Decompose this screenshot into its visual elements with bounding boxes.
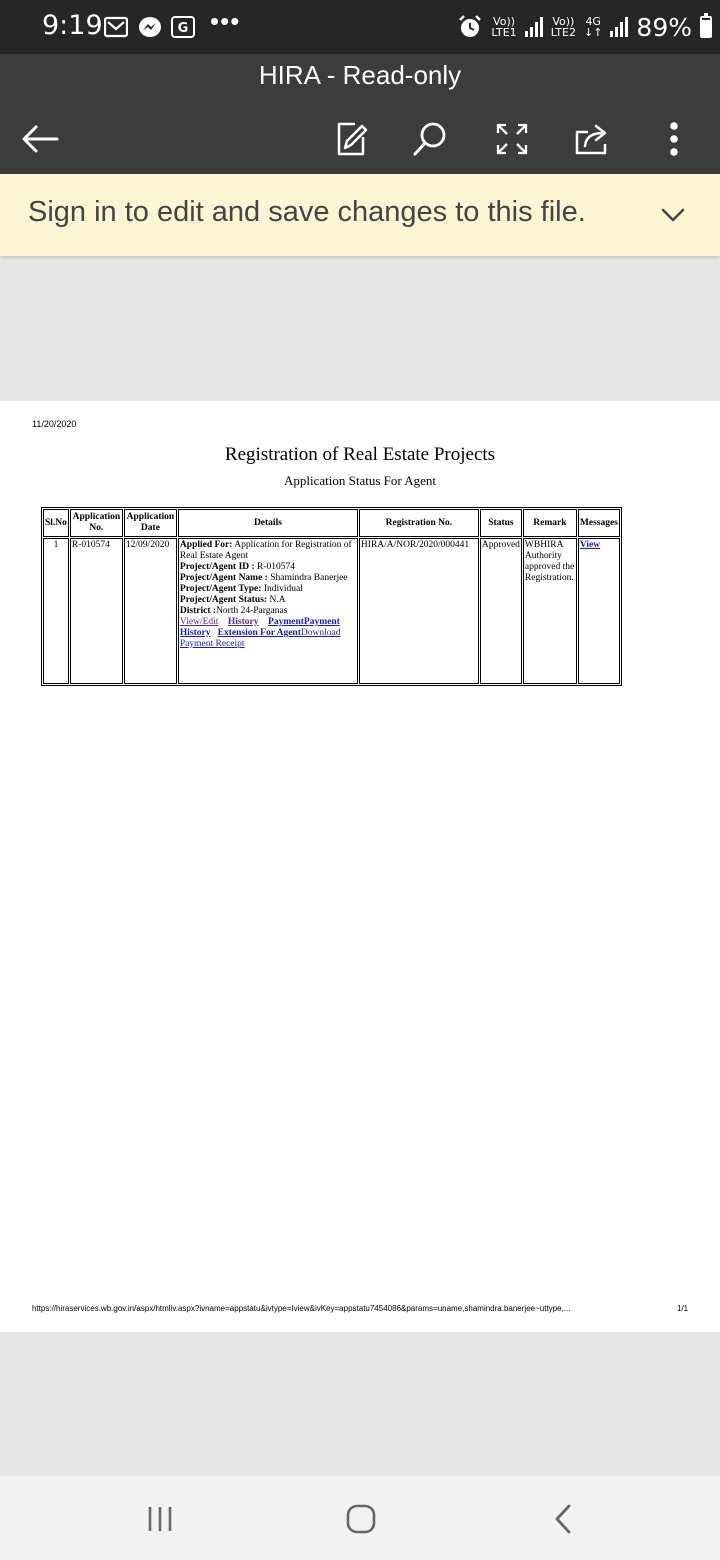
status-bar xyxy=(0,0,720,54)
project-id-label: Project/Agent ID : xyxy=(179,562,255,572)
header-application-no: Application No. xyxy=(70,509,123,537)
project-type-label: Project/Agent Type: xyxy=(179,584,262,594)
fullscreen-button[interactable] xyxy=(487,114,537,164)
district-value: North 24-Parganas xyxy=(216,606,288,616)
applied-for-value: Application for Registration of Real Estate Agent xyxy=(179,540,352,561)
project-type-value: Individual xyxy=(263,584,303,594)
cell-application-date: 12/09/2020 xyxy=(124,538,177,684)
table-header-row xyxy=(43,509,620,537)
district-label: District : xyxy=(179,606,217,616)
document-title: HIRA - Read-only xyxy=(258,60,462,90)
more-vert-icon xyxy=(669,122,679,156)
edit-icon xyxy=(335,121,369,157)
project-id-value: R-010574 xyxy=(257,562,296,572)
back-nav-button[interactable] xyxy=(533,1494,593,1544)
more-options-button[interactable] xyxy=(649,114,699,164)
sim2-indicator: Vo)) LTE2 xyxy=(550,15,576,39)
table-row xyxy=(43,538,620,684)
header-messages: Messages xyxy=(578,509,620,537)
more-notifications-icon: ••• xyxy=(210,6,241,36)
cell-messages xyxy=(578,538,620,684)
project-name-value: Shamindra Banerjee xyxy=(270,573,348,583)
page-number: 1/1 xyxy=(677,1304,689,1313)
network-type-indicator: 4G ↓↑ xyxy=(583,15,603,39)
alarm-icon xyxy=(457,14,483,40)
svg-text:G: G xyxy=(177,21,189,36)
view-messages-link[interactable]: View xyxy=(579,540,601,550)
gmail-icon xyxy=(104,16,128,38)
share-icon xyxy=(574,122,610,156)
sign-in-message: Sign in to edit and save changes to this file. xyxy=(28,196,586,228)
project-name-label: Project/Agent Name : xyxy=(179,573,268,583)
header-status: Status xyxy=(480,509,522,537)
application-status-table xyxy=(41,507,622,686)
history-link[interactable]: History xyxy=(227,617,259,627)
cell-application-no: R-010574 xyxy=(70,538,123,684)
search-button[interactable] xyxy=(405,114,455,164)
signal-strength-icon xyxy=(525,17,543,37)
document-page[interactable] xyxy=(0,401,720,1332)
footer-url: https://hiraservices.wb.gov.in/aspx/htmliv.aspx?ivname=appstatu&ivtype=Iview&ivKey=appstatu7454086&params=uname,shamindra.banerjee~uttype,... xyxy=(32,1304,571,1313)
project-status-value: N.A xyxy=(269,595,286,605)
header-details: Details xyxy=(178,509,358,537)
fullscreen-icon xyxy=(496,123,528,155)
download-payment-receipt-link[interactable]: Download Payment Receipt xyxy=(179,628,341,649)
edit-button[interactable] xyxy=(327,114,377,164)
cell-remark: WBHIRA Authority approved the Registration. xyxy=(523,538,577,684)
cell-sl-no: 1 xyxy=(43,538,69,684)
back-arrow-icon xyxy=(21,124,59,154)
header-registration-no: Registration No. xyxy=(359,509,479,537)
header-application-date: Application Date xyxy=(124,509,177,537)
extension-for-agent-link[interactable]: Extension For Agent xyxy=(217,628,301,638)
cell-details xyxy=(178,538,358,684)
header-sl-no: Sl.No xyxy=(43,509,69,537)
battery-icon xyxy=(700,16,712,38)
doc-heading: Registration of Real Estate Projects xyxy=(224,444,496,465)
doc-subheading: Application Status For Agent xyxy=(283,473,437,488)
view-edit-link[interactable]: View/Edit xyxy=(179,617,219,627)
messenger-icon xyxy=(138,16,162,38)
project-status-label: Project/Agent Status: xyxy=(179,595,268,605)
applied-for-label: Applied For: xyxy=(179,540,233,550)
back-button[interactable] xyxy=(15,114,65,164)
clock: 9:19 xyxy=(42,10,103,41)
app-toolbar xyxy=(0,54,720,174)
back-icon xyxy=(553,1503,573,1535)
recent-apps-button[interactable] xyxy=(130,1494,190,1544)
battery-level-fill xyxy=(702,20,710,36)
recent-apps-icon xyxy=(146,1505,174,1533)
cell-status: Approved xyxy=(480,538,522,684)
google-icon xyxy=(171,16,195,38)
sign-in-banner[interactable] xyxy=(0,174,720,256)
print-date: 11/20/2020 xyxy=(32,419,77,429)
chevron-down-icon[interactable] xyxy=(660,202,686,228)
header-remark: Remark xyxy=(523,509,577,537)
home-icon xyxy=(345,1503,377,1535)
sim1-indicator: Vo)) LTE1 xyxy=(491,15,517,39)
home-button[interactable] xyxy=(331,1494,391,1544)
share-button[interactable] xyxy=(567,114,617,164)
payment-history-link[interactable]: Payment History xyxy=(179,617,340,638)
cell-registration-no: HIRA/A/NOR/2020/000441 xyxy=(359,538,479,684)
payment-link[interactable]: Payment xyxy=(268,617,304,627)
system-nav-bar xyxy=(0,1476,720,1560)
search-icon xyxy=(412,121,448,157)
battery-percent: 89% xyxy=(636,12,692,42)
system-indicators xyxy=(457,0,712,54)
signal-strength-icon xyxy=(610,17,628,37)
